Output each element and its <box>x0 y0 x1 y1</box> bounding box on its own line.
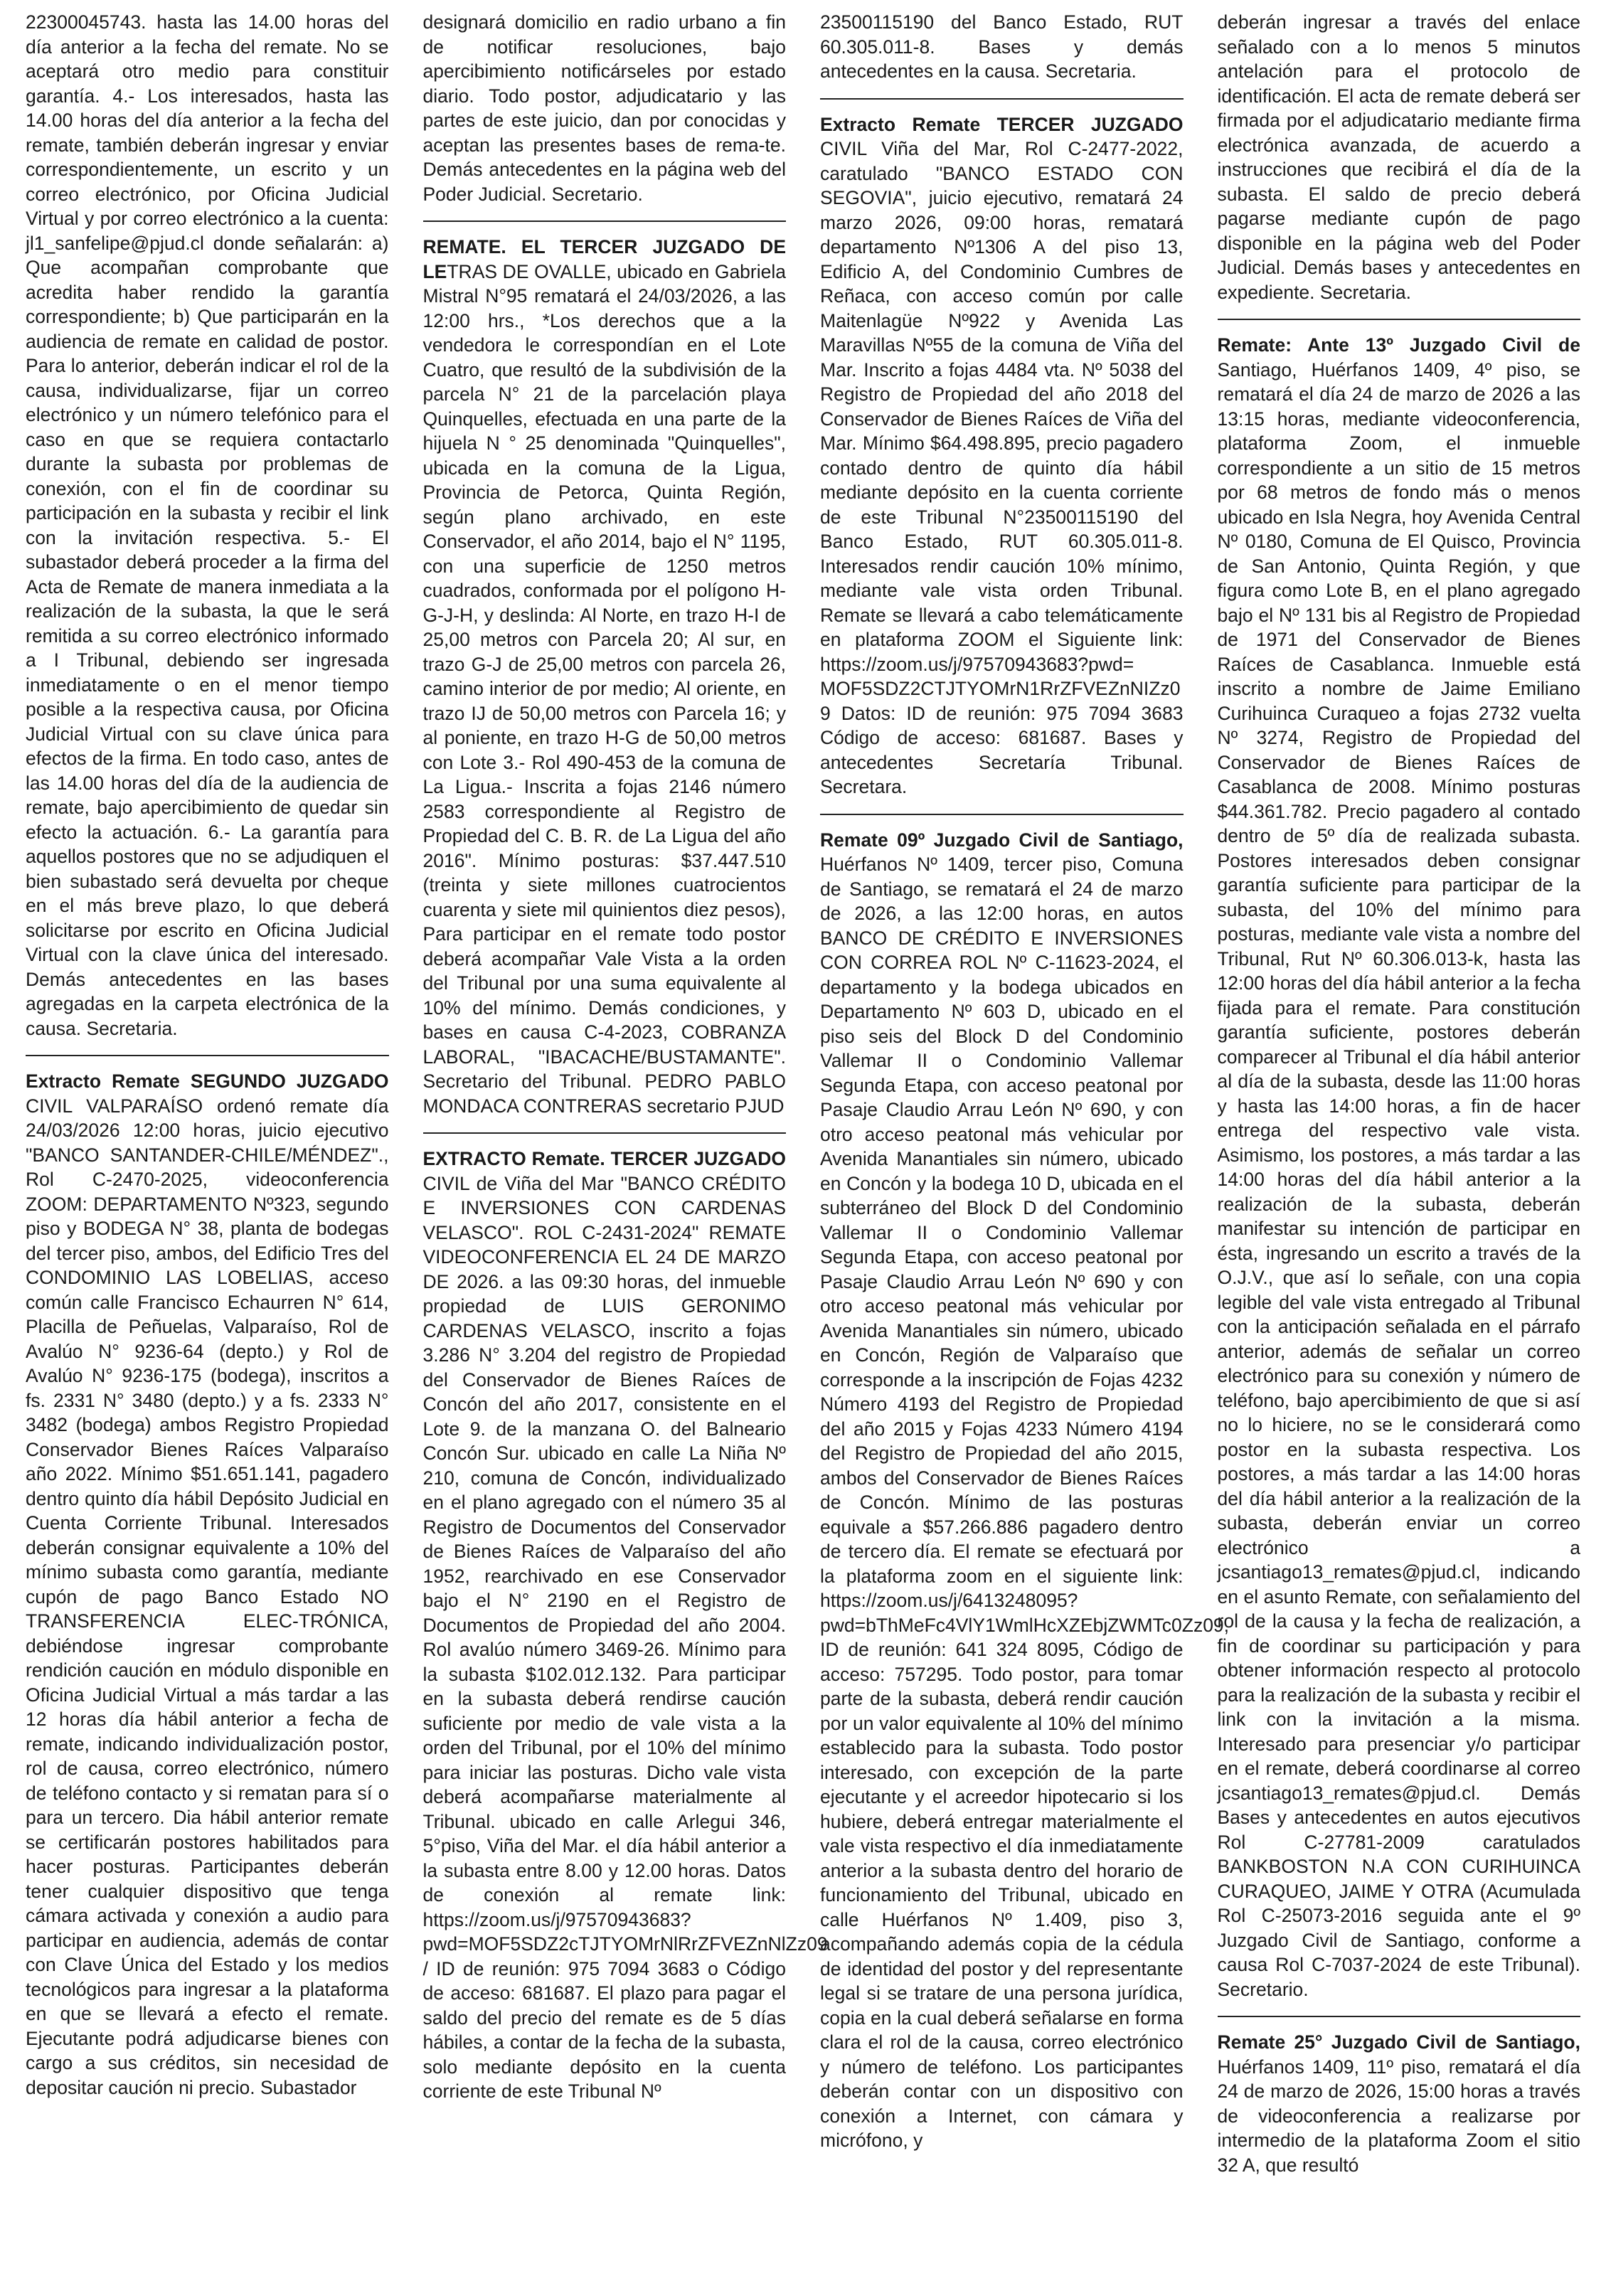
notice-continuation <box>1218 10 1581 304</box>
notice-heading: REMATE. EL TERCER JUZGADO DE LE <box>422 236 786 282</box>
column-1 <box>26 10 389 2296</box>
notice-body: designará domicilio en radio urbano a fin de notificar resoluciones, bajo apercibimiento notificárseles por estado diario. Todo postor, adjudicatario y las partes de este juicio, dan por conocidas y aceptan las presentes bases de rema-te. Demás antecedentes en la página web del Poder Judicial. Secretario. <box>422 11 786 205</box>
notice-body: Huérfanos 1409, 11º piso, rematará el día 24 de marzo de 2026, 15:00 horas a través de videoconferencia a realizarse por intermedio de la plataforma Zoom el sitio 32 A, que resultó <box>1217 2056 1580 2176</box>
notice-extracto-tercer-juzgado-vina <box>422 1132 828 2104</box>
notice-body: Huérfanos Nº 1409, tercer piso, Comuna de Santiago, se rematará el 24 de marzo de 2026, a las 12:00 horas, en autos BANCO DE CRÉDITO E INVERSIONES CON CORREA ROL Nº C-11623-2024, el departamento y la bodega ubicados en Departamento Nº 603 D, ubicado en el piso seis del Block D del Condominio Vallemar II o Condominio Vallemar Segunda Etapa, con acceso peatonal por Pasaje Claudio Arrau León Nº 690, y con otro acceso peatonal más vehicular por Avenida Manantiales sin número, ubicado en Concón y la bodega 10 D, ubicada en el subterráneo del Block D del Condominio Vallemar II o Condominio Vallemar Segunda Etapa, con acceso peatonal por Pasaje Claudio Arrau León Nº 690 y con otro acceso peatonal más vehicular por Avenida Manantiales sin número, ubicado en Concón, Región de Valparaíso que corresponde a la inscripción de Fojas 4232 Número 4193 del Registro de Propiedad del año 2015 y Fojas 4233 Número 4194 del Registro de Propiedad del año 2015, ambos del Conservador de Bienes Raíces de Concón. Mínimo de las posturas equivale a $57.266.886 pagadero dentro de tercero día. El remate se efectuará por la plataforma zoom en el siguiente link: https://zoom.us/j/6413248095?pwd=bThMeFc4VlY1WmlHcXZEbjZWMTc0Zz09, ID de reunión: 641 324 8095, Código de acceso: 757295. Todo postor, para tomar parte de la subasta, deberá rendir caución por un valor equivalente al 10% del mínimo establecido para la subasta. Todo postor interesado, con excepción de la parte ejecutante y el acreedor hipotecario si los hubiere, deberá entregar materialmente el vale vista respectivo el día inmediatamente anterior a la subasta dentro del horario de funcionamiento del Tribunal, ubicado en calle Huérfanos Nº 1.409, piso 3, acompañando además copia de la cédula de identidad del postor y del representante legal si se tratare de una persona jurídica, copia en la cual deberá señalarse en forma clara el rol de la causa, correo electrónico y número de teléfono. Los participantes deberán contar con un dispositivo con conexión a Internet, con cámara y micrófono, y <box>820 854 1230 2151</box>
columns-container <box>26 10 1580 2296</box>
column-3 <box>820 10 1230 2296</box>
column-2 <box>422 10 828 2296</box>
notice-heading: Remate: Ante 13º Juzgado Civil de <box>1217 334 1580 356</box>
notice-body: CIVIL VALPARAÍSO ordenó remate día 24/03/2026 12:00 horas, juicio ejecutivo "BANCO SANTANDER-CHILE/MÉNDEZ"., Rol C-2470-2025, videoconferencia ZOOM: DEPARTAMENTO Nº323, segundo piso y BODEGA N° 38, planta de bodegas del tercer piso, ambos, del Edificio Tres del CONDOMINIO LAS LOBELIAS, acceso común calle Francisco Echaurren N° 614, Placilla de Peñuelas, Valparaíso, Rol de Avalúo N° 9236-64 (depto.) y Rol de Avalúo N° 9236-175 (bodega), inscritos a fs. 2331 N° 3480 (depto.) y a fs. 2333 N° 3482 (bodega) ambos Registro Propiedad Conservador Bienes Raíces Valparaíso año 2022. Mínimo $51.651.141, pagadero dentro quinto día hábil Depósito Judicial en Cuenta Corriente Tribunal. Interesados deberán consignar equivalente a 10% del mínimo subasta como garantía, mediante cupón de pago Banco Estado NO TRANSFERENCIA ELEC-TRÓNICA, debiéndose ingresar comprobante rendición caución en módulo disponible en Oficina Judicial Virtual a más tardar a las 12 horas día hábil anterior a fecha de remate, indicando individualización postor, rol de causa, correo electrónico, número de teléfono contacto y si rematan para sí o para un tercero. Dia hábil anterior remate se certificarán postores habilitados para hacer posturas. Participantes deberán tener cualquier dispositivo que tenga cámara activada y conexión a audio para participar en audiencia, además de contar con Clave Única del Estado y los medios tecnológicos para ingresar a la plataforma en que se llevará a efecto el remate. Ejecutante podrá adjudicarse bienes con cargo a sus créditos, sin necesidad de depositar caución ni precio. Subastador <box>26 1095 389 2098</box>
notice-body: 23500115190 del Banco Estado, RUT 60.305.011-8. Bases y demás antecedentes en la causa. Secretaria. <box>820 11 1184 82</box>
notice-remate-tercer-juzgado-ovalle <box>423 220 787 1118</box>
notice-body: TRAS DE OVALLE, ubicado en Gabriela Mistral N°95 rematará el 24/03/2026, a las 12:00 hrs., *Los derechos que a la vendedora le correspondían en el Lote Cuatro, que resultó de la subdivisión de la parcela N° 21 de la parcelación playa Quinquelles, efectuada en una parte de la hijuela N ° 25 denominada "Quinquelles", ubicada en la comuna de la Ligua, Provincia de Petorca, Quinta Región, según plano archivado, en este Conservador, el año 2014, bajo el N° 1195, con una superficie de 1250 metros cuadrados, conformada por el polígono H-G-J-H, y deslinda: Al Norte, en trazo H-I de 25,00 metros con Parcela 20; Al sur, en trazo G-J de 25,00 metros con parcela 26, camino interior de por medio; Al oriente, en trazo IJ de 50,00 metros con Parcela 16; y al poniente, en trazo H-G de 50,00 metros con Lote 3.- Rol 490-453 de la comuna de La Ligua.- Inscrita a fojas 2146 número 2583 correspondiente al Registro de Propiedad del C. B. R. de La Ligua del año 2016". Mínimo posturas: $37.447.510 (treinta y siete millones cuatrocientos cuarenta y siete mil quinientos diez pesos), Para participar en el remate todo postor deberá acompañar Vale Vista a la orden del Tribunal por una suma equivalente al 10% del mínimo. Demás condiciones, y bases en causa C-4-2023, COBRANZA LABORAL, "IBACACHE/BUSTAMANTE". Secretario del Tribunal. PEDRO PABLO MONDACA CONTRERAS secretario PJUD <box>422 260 786 1117</box>
notice-body: CIVIL Viña del Mar, Rol C-2477-2022, caratulado "BANCO ESTADO CON SEGOVIA", juicio ejecutivo, rematará 24 marzo 2026, 09:00 horas, rematará departamento Nº1306 A del piso 13, Edificio A, del Condominio Cumbres de Reñaca, con acceso común por calle Maitenlagüe Nº922 y Avenida Las Maravillas Nº55 de la comuna de Viña del Mar. Inscrito a fojas 4484 vta. Nº 5038 del Registro de Propiedad del año 2018 del Conservador de Bienes Raíces de Viña del Mar. Mínimo $64.498.895, precio pagadero contado dentro de quinto día hábil mediante depósito en la cuenta corriente de este Tribunal N°23500115190 del Banco Estado, RUT 60.305.011-8. Interesados rendir caución 10% mínimo, mediante vale vista orden Tribunal. Remate se llevará a cabo telemáticamente en plataforma ZOOM el Siguiente link: https://zoom.us/j/97570943683?pwd= MOF5SDZ2CTJTYOMrN1RrZFVEZnNIZz0 9 Datos: ID de reunión: 975 7094 3683 Código de acceso: 681687. Bases y antecedentes Secretaría Tribunal. Secretara. <box>820 138 1184 797</box>
notice-heading: Remate 09º Juzgado Civil de Santiago, <box>820 829 1184 851</box>
notice-body: deberán ingresar a través del enlace señalado con a lo menos 5 minutos antelación para el protocolo de identificación. El acta de remate deberá ser firmada por el adjudicatario mediante firma electrónica avanzada, de acuerdo a instrucciones que recibirá el día de la subasta. El saldo de precio deberá pagarse mediante cupón de pago disponible en la página web del Poder Judicial. Demás bases y antecedentes en expediente. Secretaria. <box>1217 11 1580 303</box>
notice-continuation <box>423 10 787 206</box>
notice-heading: EXTRACTO Remate. TERCER JUZGADO <box>422 1148 786 1169</box>
notice-remate-segundo-juzgado-valparaiso <box>26 1055 389 2100</box>
notice-remate-25-juzgado-santiago <box>1218 2016 1581 2177</box>
notice-heading: Remate 25° Juzgado Civil de Santiago, <box>1217 2031 1580 2053</box>
notice-continuation <box>26 10 389 1041</box>
notice-continuation <box>820 10 1184 84</box>
notice-remate-09-juzgado-santiago <box>820 814 1230 2153</box>
notice-body: 22300045743. hasta las 14.00 horas del día anterior a la fecha del remate. No se aceptará otro medio para constituir garantía. 4.- Los interesados, hasta las 14.00 horas del día anterior a la fecha del remate, también deberán ingresar y enviar correspondientemente, un escrito y un correo electrónico, por Oficina Judicial Virtual y por correo electrónico a la cuenta: jl1_sanfelipe@pjud.cl donde señalarán: a) Que acompañan comprobante que acredita haber rendido la garantía correspondiente; b) Que participarán en la audiencia de remate en calidad de postor. Para lo anterior, deberán indicar el rol de la causa, individualizarse, fijar un correo electrónico y un número telefónico para el caso en que se requiera contactarlo durante la subasta por problemas de conexión, con el fin de coordinar su participación en la subasta y recibir el link con la invitación respectiva. 5.- El subastador deberá proceder a la firma del Acta de Remate de manera inmediata a la realización de la subasta, la que le será remitida a su correo electrónico informado a I Tribunal, debiendo ser ingresada inmediatamente o en el menor tiempo posible a la respectiva causa, por Oficina Judicial Virtual con su clave única para efectos de la firma. En todo caso, antes de las 14.00 horas del día de la audiencia de remate, bajo apercibimiento de quedar sin efecto la actuación. 6.- La garantía para aquellos postores que no se adjudiquen el bien subastado será devuelta por cheque en el más breve plazo, lo que deberá solicitarse por escrito en Oficina Judicial Virtual con la clave única del interesado. Demás antecedentes en las bases agregadas en la carpeta electrónica de la causa. Secretaria. <box>26 11 389 1039</box>
column-4 <box>1218 10 1581 2296</box>
notice-extracto-tercer-juzgado-vina-segovia <box>820 98 1184 799</box>
notice-heading: Extracto Remate SEGUNDO JUZGADO <box>26 1070 389 1092</box>
notice-body: CIVIL de Viña del Mar "BANCO CRÉDITO E INVERSIONES CON CARDENAS VELASCO". ROL C-2431-2024" REMATE VIDEOCONFERENCIA EL 24 DE MARZO DE 2026. a las 09:30 horas, del inmueble propiedad de LUIS GERONIMO CARDENAS VELASCO, inscrito a fojas 3.286 N° 3.204 del registro de Propiedad del Conservador de Bienes Raíces de Concón del año 2017, consistente en el Lote 9. de la manzana O. del Balneario Concón Sur. ubicado en calle La Niña Nº 210, comuna de Concón, individualizado en el plano agregado con el número 35 al Registro de Documentos del Conservador de Bienes Raíces de Valparaíso del año 1952, rearchivado en ese Conservador bajo el N° 2190 en el Registro de Documentos de Propiedad del año 2004. Rol avalúo número 3469-26. Mínimo para la subasta $102.012.132. Para participar en la subasta deberá rendirse caución suficiente por medio de vale vista a la orden del Tribunal, por el 10% del mínimo para iniciar las posturas. Dicho vale vista deberá acompañarse materialmente al Tribunal. ubicado en calle Arlegui 346, 5°piso, Viña del Mar. el día hábil anterior a la subasta entre 8.00 y 12.00 horas. Datos de conexión al remate link: https://zoom.us/j/97570943683?pwd=MOF5SDZ2cTJTYOMrNlRrZFVEZnNlZz09 / ID de reunión: 975 7094 3683 o Código de acceso: 681687. El plazo para pagar el saldo del precio del remate es de 5 días hábiles, a contar de la fecha de la subasta, solo mediante depósito en la cuenta corriente de este Tribunal Nº <box>422 1172 828 2102</box>
notice-remate-13-juzgado-santiago <box>1218 319 1581 2002</box>
notice-heading: Extracto Remate TERCER JUZGADO <box>820 113 1184 135</box>
notice-body: Santiago, Huérfanos 1409, 4º piso, se rematará el día 24 de marzo de 2026 a las 13:15 horas, mediante videoconferencia, plataforma Zoom, el inmueble correspondiente a un sitio de 15 metros por 68 metros de fondo más o menos ubicado en Isla Negra, hoy Avenida Central Nº 0180, Comuna de El Quisco, Provincia de San Antonio, Quinta Región, y que figura como Lote B, en el plano agregado bajo el Nº 131 bis al Registro de Propiedad de 1971 del Conservador de Bienes Raíces de Casablanca. Inmueble está inscrito a nombre de Jaime Emiliano Curihuinca Curaqueo a fojas 2732 vuelta Nº 3274, Registro de Propiedad del Conservador de Bienes Raíces de Casablanca de 2008. Mínimo posturas $44.361.782. Precio pagadero al contado dentro de 5º día de realizada subasta. Postores interesados deben consignar garantía suficiente para participar de la subasta, del 10% del mínimo para posturas, mediante vale vista a nombre del Tribunal, Rut Nº 60.306.013-k, hasta las 12:00 horas del día hábil anterior a la fecha fijada para el remate. Para constitución garantía suficiente, postores deberán comparecer al Tribunal el día hábil anterior al día de la subasta, desde las 11:00 horas y hasta las 14:00 horas, a fin de hacer entrega del respectivo vale vista. Asimismo, los postores, a más tardar a las 14:00 horas del día hábil anterior a la realización de la subasta, deberán manifestar su intención de participar en ésta, ingresando un escrito a través de la O.J.V., que así lo señale, con una copia legible del vale vista entregado al Tribunal con la anticipación señalada en el párrafo anterior, además de señalar un correo electrónico para su conexión y número de teléfono, bajo apercibimiento de que si así no lo hiciere, no se le considerará como postor en la subasta respectiva. Los postores, a más tardar a las 14:00 horas del día hábil anterior a la realización de la subasta, deberán enviar un correo electrónico a jcsantiago13_remates@pjud.cl, indicando en el asunto Remate, con señalamiento del rol de la causa y la fecha de realización, a fin de coordinar su participación y para obtener información respecto al protocolo para la realización de la subasta y recibir el link con la invitación a la misma. Interesado para presenciar y/o participar en el remate, deberá coordinarse al correo jcsantiago13_remates@pjud.cl. Demás Bases y antecedentes en autos ejecutivos Rol C-27781-2009 caratulados BANKBOSTON N.A CON CURIHUINCA CURAQUEO, JAIME Y OTRA (Acumulada Rol C-25073-2016 seguida ante el 9º Juzgado Civil de Santiago, conforme a causa Rol C-7037-2024 de este Tribunal). Secretario. <box>1217 358 1580 2000</box>
